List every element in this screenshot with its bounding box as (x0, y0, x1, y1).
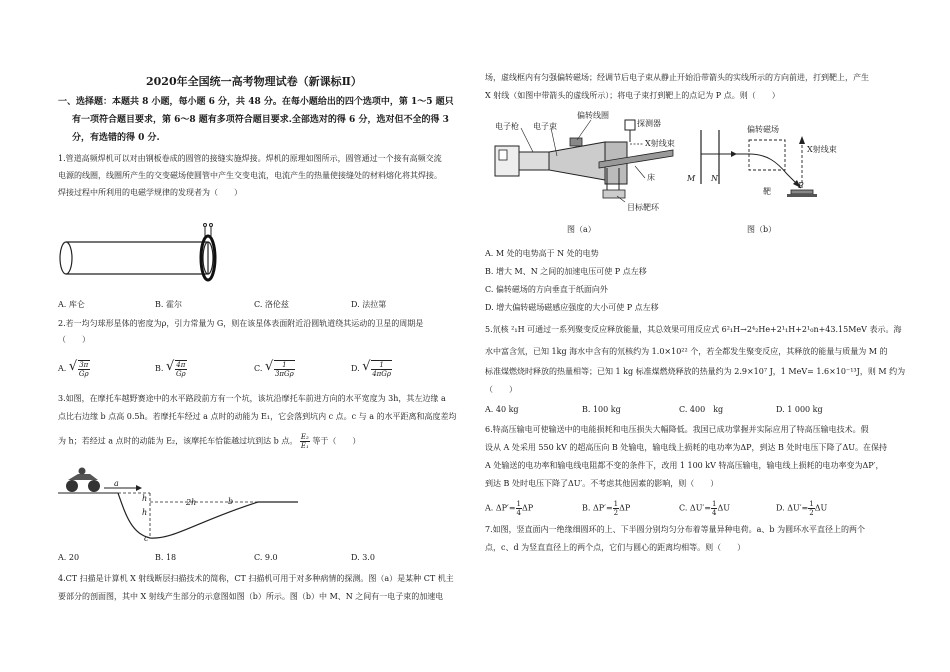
fig-a-caption: 图（a） (567, 225, 596, 234)
q4-option-d[interactable]: D. 增大偏转磁场磁感应强度的大小可使 P 点左移 (485, 303, 659, 312)
q4-line3: 场，虚线框内有匀强偏转磁场；经调节后电子束从静止开始沿带箭头的实线所示的方向前进，打到靶上，产生 (485, 73, 869, 82)
q4-line4: X 射线（如图中带箭头的虚线所示）；将电子束打到靶上的点记为 P 点。则（ ） (485, 91, 780, 100)
q1-line2: 电源的线圈，线圈所产生的交变磁场使圆管中产生交变电流，电流产生的热量使接缝处的材料熔化将其焊接。 (58, 171, 442, 180)
q1-line3: 焊接过程中所利用的电磁学规律的发现者为（ ） (58, 188, 242, 197)
fig-a-label-target: 目标靶环 (627, 203, 659, 212)
q3-label-a: a (114, 479, 119, 488)
q7-line1: 7.如图，竖直面内一绝缘细圆环的上、下半圆分别均匀分布着等量异种电荷。a、b 为圆环水平直径上的两个 (485, 525, 866, 534)
q4-line2: 要部分的剖面图，其中 X 射线产生部分的示意图如图（b）所示。图（b）中 M、N 之间有一电子束的加速电 (58, 592, 444, 601)
q3-option-c[interactable]: C. 9.0 (254, 553, 278, 562)
fig-a-label-xray: X射线束 (645, 139, 675, 148)
q5-option-c[interactable]: C. 400 kg (679, 405, 724, 414)
q7-line2: 点，c、d 为竖直直径上的两个点，它们与圆心的距离均相等。则（ ） (485, 543, 746, 552)
section-instructions-line2: 有一项符合题目要求，第 6～8 题有多项符合题目要求.全部选对的得 6 分，选对但不全的得 3 (72, 115, 449, 125)
q1-option-c[interactable]: C. 洛伦兹 (254, 300, 289, 309)
q3-label-2h: 2h (186, 498, 197, 507)
q6-option-a[interactable]: A. ΔP′= $\frac{1}{4}$ ΔP (485, 500, 534, 517)
fig-b-caption: 图（b） (747, 225, 777, 234)
q5-line3: 标准煤燃烧时释放的热量相等；已知 1 kg 标准煤燃烧释放的热量约为 2.9×10⁷ J，1 MeV= 1.6×10⁻¹³J，则 M 约为 (485, 367, 906, 376)
q1-option-b[interactable]: B. 霍尔 (155, 300, 182, 309)
q1-line1: 1.管道高频焊机可以对由钢板卷成的圆管的接缝实施焊接。焊机的原理如图所示，圆管通过一个接有高频交流 (58, 154, 442, 163)
q6-option-c[interactable]: C. ΔU′= $\frac{1}{4}$ ΔU (679, 500, 730, 517)
q4-line1: 4.CT 扫描是计算机 X 射线断层扫描技术的简称，CT 扫描机可用于对多种病情的探测。图（a）是某种 CT 机主 (58, 574, 454, 583)
q2-line1: 2.若一均匀球形星体的密度为ρ，引力常量为 G，则在该星体表面附近沿圆轨道绕其运动的卫星的周期是 (58, 319, 424, 328)
fig-b-label-xray: X射线束 (807, 145, 837, 154)
fig-b-label-field: 偏转磁场 (747, 125, 779, 134)
q1-pipe-figure (58, 222, 218, 288)
q5-line1: 5.氘核 ²₁H 可通过一系列聚变反应释放能量，其总效果可用反应式 6²₁H→2⁴₂He+2¹₁H+2¹₀n+43.15MeV 表示。海 (485, 325, 902, 334)
page-title: 2020年全国统一高考物理试卷（新课标Ⅱ） (146, 75, 362, 88)
q3-option-b[interactable]: B. 18 (155, 553, 177, 562)
fig-b-label-m: M (687, 174, 696, 183)
fig-a-label-gun: 电子枪 (495, 122, 519, 131)
q2-option-b[interactable]: B. √ $\frac{4\pi}{G\rho}$ (155, 359, 186, 378)
q4-option-a[interactable]: A. M 处的电势高于 N 处的电势 (485, 249, 599, 258)
fig-b-label-target: 靶 (763, 187, 771, 196)
fig-a-label-coil: 偏转线圈 (577, 111, 609, 120)
fig-a-label-bed: 床 (647, 173, 655, 182)
q6-line2: 设从 A 处采用 550 kV 的超高压向 B 处输电，输电线上损耗的电功率为ΔP，到达 B 处时电压下降了ΔU。在保持 (485, 443, 887, 452)
q5-line4: （ ） (485, 385, 517, 394)
q3-option-a[interactable]: A. 20 (58, 553, 80, 562)
section-instructions-line3: 分，有选错的得 0 分. (72, 133, 160, 143)
q3-label-h2: h (142, 508, 148, 517)
q1-option-a[interactable]: A. 库仑 (58, 300, 85, 309)
q6-option-b[interactable]: B. ΔP′= $\frac{1}{2}$ ΔP (582, 500, 631, 517)
q5-option-d[interactable]: D. 1 000 kg (776, 405, 823, 414)
q2-option-d[interactable]: D. √ $\frac{1}{\text{4πGρ}}$ (351, 359, 391, 378)
q3-line3: 为 h；若经过 a 点时的动能为 E₂，该摩托车恰能越过坑到达 b 点。 $\frac{\text{E₂}}{\text{E₁}}$ 等于（ ） (58, 433, 361, 450)
motorcycle-icon (66, 468, 100, 493)
fig-a-label-detector: 探测器 (637, 119, 661, 128)
q5-option-a[interactable]: A. 40 kg (485, 405, 519, 414)
q3-label-h1: h (142, 494, 148, 503)
q1-option-d[interactable]: D. 法拉第 (351, 300, 387, 309)
q5-line2: 水中富含氘，已知 1kg 海水中含有的氘核约为 1.0×10²² 个，若全都发生聚变反应，其释放的能量与质量为 M 的 (485, 347, 888, 356)
q2-line2: （ ） (58, 335, 90, 344)
q2-option-a[interactable]: A. √ $\frac{3\pi}{G\rho}$ (58, 359, 89, 378)
fig-a-label-beam: 电子束 (533, 122, 557, 131)
q5-option-b[interactable]: B. 100 kg (582, 405, 621, 414)
q3-option-d[interactable]: D. 3.0 (351, 553, 375, 562)
q4-option-c[interactable]: C. 偏转磁场的方向垂直于纸面向外 (485, 285, 608, 294)
q3-line1: 3.如图，在摩托车越野赛途中的水平路段前方有一个坑，该坑沿摩托车前进方向的水平宽度为 3h，其左边缘 a (58, 394, 446, 403)
fig-b-label-n: N (711, 174, 718, 183)
q3-label-b: b (228, 497, 234, 506)
section-instructions-line1: 一、选择题：本题共 8 小题，每小题 6 分，共 48 分。在每小题给出的四个选项中，第 1～5 题只 (58, 97, 454, 107)
q6-option-d[interactable]: D. ΔU′= $\frac{1}{2}$ ΔU (776, 500, 828, 517)
q6-line1: 6.特高压输电可使输送中的电能损耗和电压损失大幅降低。我国已成功掌握并实际应用了特高压输电技术。假 (485, 425, 869, 434)
fig-b-label-p: P (798, 181, 804, 190)
q2-option-c[interactable]: C. √ $\frac{1}{\text{3πGρ}}$ (254, 359, 294, 378)
q4-option-b[interactable]: B. 增大 M、N 之间的加速电压可使 P 点左移 (485, 267, 647, 276)
q6-line3: A 处输送的电功率和输电线电阻都不变的条件下，改用 1 100 kV 特高压输电，输电线上损耗的电功率变为ΔP′， (485, 461, 884, 470)
q3-line2: 点比右边缘 b 点高 0.5h。若摩托车经过 a 点时的动能为 E₁，它会落到坑内 c 点。c 与 a 的水平距离和高度差均 (58, 412, 457, 421)
q3-label-c: c (144, 534, 149, 543)
q6-line4: 到达 B 处时电压下降了ΔU′。不考虑其他因素的影响，则（ ） (485, 479, 719, 488)
